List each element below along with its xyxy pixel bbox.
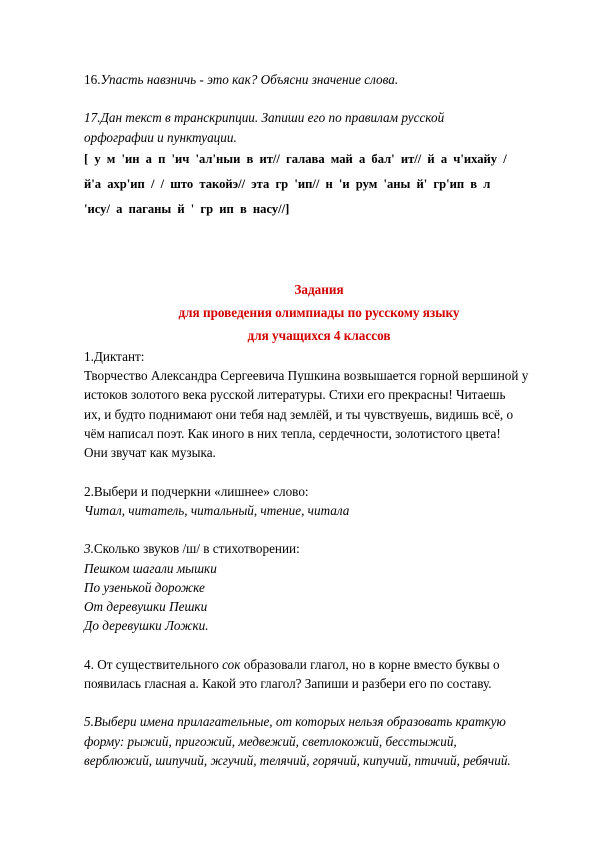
heading-grade: для учащихся 4 классов [247,327,391,343]
task-17-line-2: орфографии и пунктуации. [84,129,237,145]
dictation-line-3: их, и будто поднимают они тебя над землёй, и ты чувствуешь, видишь всё, о [84,406,514,422]
task-3-number: 3. [84,541,94,557]
task-16 [84,70,554,89]
task-4-line-2: появилась гласная а. Какой это глагол? Запиши и разбери его по составу. [84,676,492,692]
document-page [84,70,554,770]
heading-subtitle: для проведения олимпиады по русскому языку [178,304,460,320]
task-5-line-1: 5.Выбери имена прилагательные, от которых нельзя образовать краткую [84,714,506,730]
poem-line-4: До деревушки Ложки. [84,618,209,634]
transcription-line-2: й'а ахр'ип / / што такойэ// эта гр 'ип// н 'и рум 'аны й' гр'ип в л [84,176,491,191]
task-16-text: Упасть навзничь - это как? Объясни значение слова. [100,72,399,87]
poem-line-2: По узенькой дорожке [84,579,205,595]
dictation-line-4: чём написал поэт. Как иного в них тепла, сердечности, золотистого цвета! [84,426,501,442]
task-1-title: 1.Диктант: [84,348,145,364]
task-17-line-1: 17.Дан текст в транскрипции. Запиши его по правилам русской [84,110,445,126]
transcription-line-3: 'ису/ а паганы й ' гр ип в насу//] [84,201,290,216]
heading-title: Задания [294,281,344,297]
task-5-line-3: верблюжий, шипучий, жгучий, телячий, горячий, кипучий, птичий, ребячий. [84,752,511,768]
task-5-line-2: форму: рыжий, пригожий, медвежий, светлокожий, бесстыжий, [84,733,457,749]
transcription-line-1: [ у м 'ин а п 'ич 'ал'ныи в ит// галава май а бал' ит// й а ч'ихайу / [84,151,507,166]
task-4-word: сок [222,656,241,672]
task-4-line-1 [84,655,554,674]
task-3-question: Сколько звуков /ш/ в стихотворении: [93,541,300,557]
dictation-line-5: Они звучат как музыка. [84,445,216,461]
task-16-number: 16. [84,72,101,87]
poem-line-1: Пешком шагали мышки [84,560,217,576]
task-2-title: 2.Выбери и подчеркни «лишнее» слово: [84,483,309,499]
task-3-title [84,539,554,558]
task-4-text-before: 4. От существительного [84,656,223,672]
dictation-line-2: истоков золотого века русской литературы. Стихи его прекрасны! Читаешь [84,387,506,403]
task-4-text-after: образовали глагол, но в корне вместо буквы о [240,656,500,672]
task-2-words: Читал, читатель, читальный, чтение, читала [84,502,350,518]
poem-line-3: От деревушки Пешки [84,599,208,615]
dictation-line-1: Творчество Александра Сергеевича Пушкина возвышается горной вершиной у [84,368,529,384]
